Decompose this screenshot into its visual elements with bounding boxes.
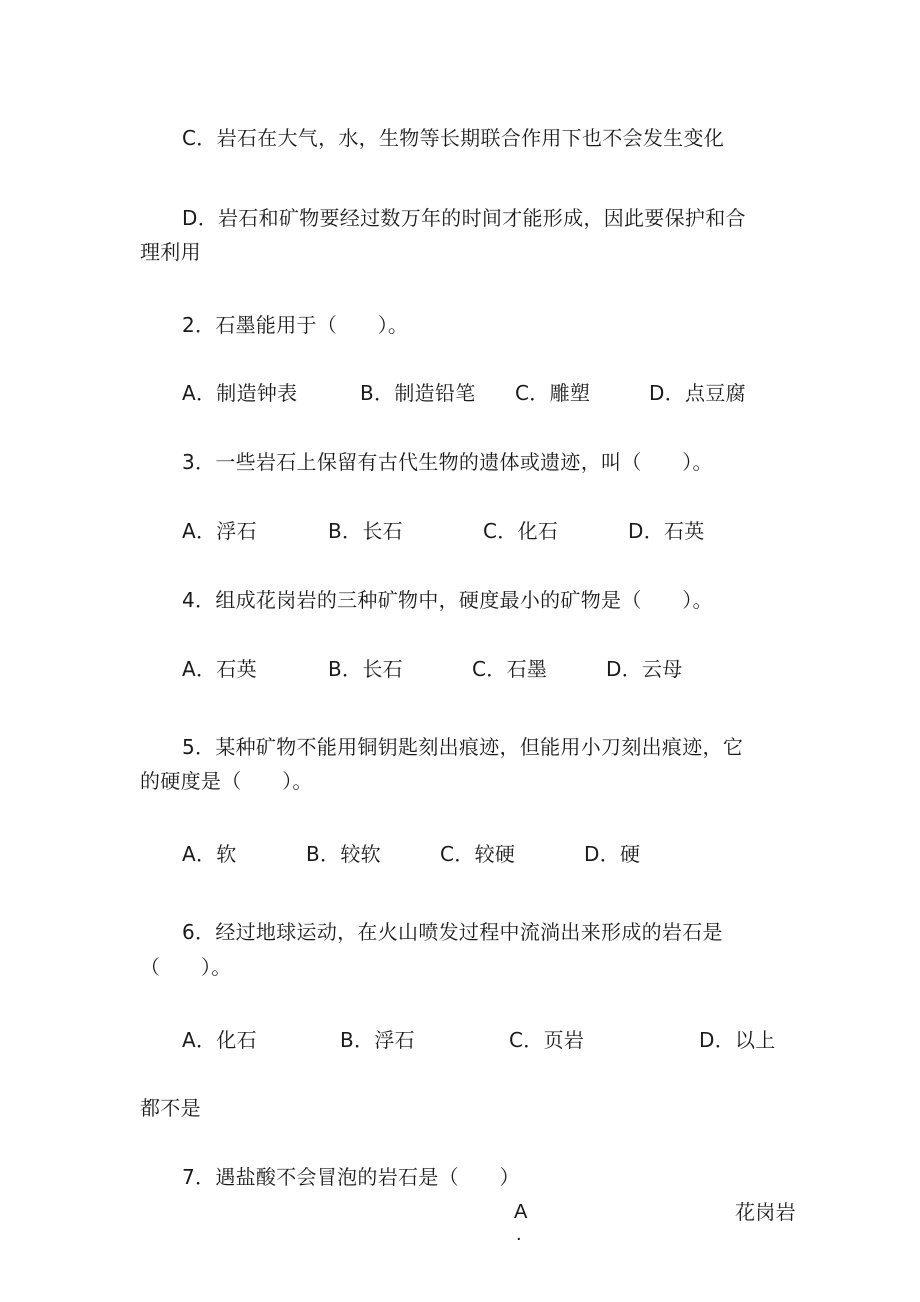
q2-stem: 2．石墨能用于（ ）。 (182, 313, 409, 337)
q4-option-c: C．石墨 (472, 657, 548, 681)
q6-option-c: C．页岩 (509, 1028, 585, 1052)
q4-option-d: D．云母 (606, 657, 683, 681)
q6-stem-line1: 6．经过地球运动，在火山喷发过程中流淌出来形成的岩石是 (182, 920, 723, 944)
q6-option-d: D．以上 (699, 1028, 776, 1052)
q2-option-b: B．制造铅笔 (360, 381, 476, 405)
q7-stem: 7．遇盐酸不会冒泡的岩石是（ ） (182, 1165, 520, 1189)
q3-option-d: D．石英 (628, 519, 705, 543)
q2-option-d: D．点豆腐 (649, 381, 746, 405)
q1-option-c: C．岩石在大气，水，生物等长期联合作用下也不会发生变化 (182, 126, 725, 150)
q4-option-b: B．长石 (328, 657, 403, 681)
q6-stem-line2: （ ）。 (140, 955, 232, 979)
q6-option-d-wrap: 都不是 (140, 1096, 201, 1120)
q1-option-d-line1: D．岩石和矿物要经过数万年的时间才能形成，因此要保护和合 (182, 206, 746, 230)
q5-stem-line2: 的硬度是（ ）。 (140, 769, 313, 793)
q5-option-b: B．较软 (306, 842, 381, 866)
q5-stem-line1: 5．某种矿物不能用铜钥匙刻出痕迹，但能用小刀刻出痕迹，它 (182, 735, 744, 759)
q5-option-a: A．软 (182, 842, 237, 866)
q3-option-b: B．长石 (328, 519, 403, 543)
q4-option-a: A．石英 (182, 657, 257, 681)
q5-option-d: D．硬 (584, 842, 641, 866)
q4-stem: 4．组成花岗岩的三种矿物中，硬度最小的矿物是（ ）。 (182, 588, 713, 612)
q5-option-c: C．较硬 (440, 842, 516, 866)
q2-option-c: C．雕塑 (515, 381, 591, 405)
q7-option-a-dot: . (516, 1223, 522, 1245)
q3-stem: 3．一些岩石上保留有古代生物的遗体或遗迹，叫（ ）。 (182, 450, 713, 474)
q1-option-d-line2: 理利用 (140, 240, 201, 264)
q7-option-a-letter: A (514, 1201, 528, 1223)
q3-option-a: A．浮石 (182, 519, 257, 543)
q2-option-a: A．制造钟表 (182, 381, 298, 405)
q7-option-a-text: 花岗岩 (735, 1200, 796, 1224)
q3-option-c: C．化石 (483, 519, 559, 543)
q6-option-a: A．化石 (182, 1028, 257, 1052)
q6-option-b: B．浮石 (340, 1028, 415, 1052)
